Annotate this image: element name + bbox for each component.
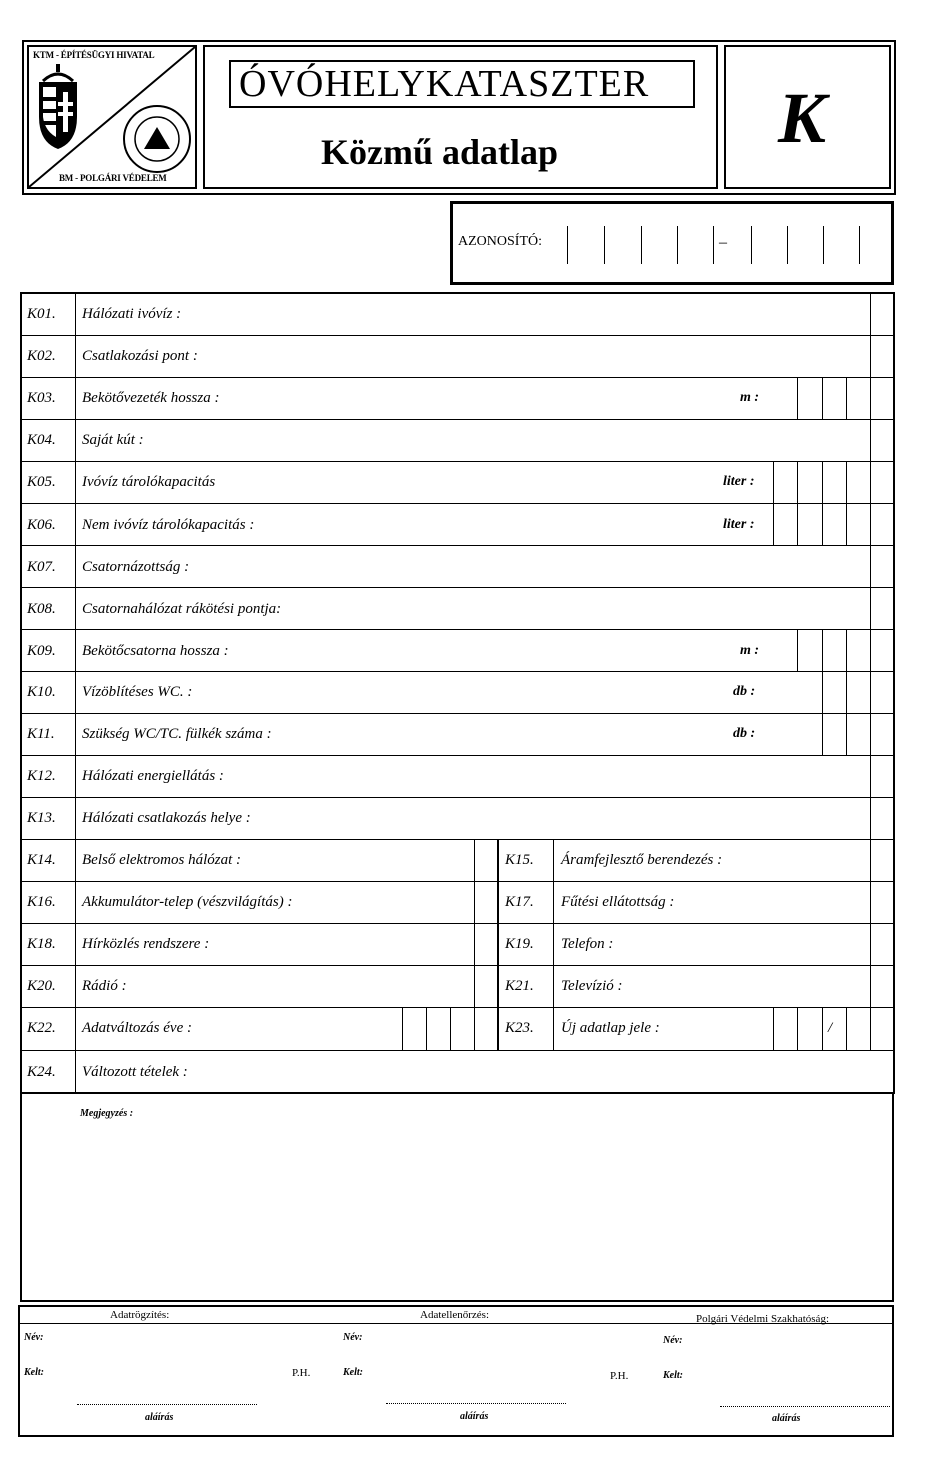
footer-ph-2: P.H.	[610, 1370, 629, 1382]
row-code: K11.	[27, 726, 55, 742]
row-label[interactable]: Televízió :	[561, 978, 623, 994]
row-code: K04.	[27, 432, 56, 448]
row-code: K17.	[505, 894, 534, 910]
row-unit: liter :	[723, 474, 755, 489]
row-unit: m :	[740, 643, 760, 658]
footer-kelt-3: Kelt:	[663, 1370, 683, 1381]
logo-box	[27, 45, 197, 189]
form-subtitle: Közmű adatlap	[321, 132, 559, 172]
row-label[interactable]: Akkumulátor-telep (vészvilágítás) :	[82, 894, 293, 910]
row-unit: m :	[740, 390, 760, 405]
signature-label-1: aláírás	[145, 1412, 174, 1423]
row-code: K09.	[27, 643, 56, 659]
footer-nev-1: Név:	[24, 1332, 44, 1343]
footer-col3-title: Polgári Védelmi Szakhatóság:	[696, 1313, 829, 1325]
row-code: K14.	[27, 852, 56, 868]
row-label[interactable]: Hálózati ivóvíz :	[82, 306, 182, 322]
row-code: K18.	[27, 936, 56, 952]
row-unit: liter :	[723, 517, 755, 532]
row-label[interactable]: Fűtési ellátottság :	[561, 894, 675, 910]
footer-nev-2: Név:	[343, 1332, 363, 1343]
footer-kelt-2: Kelt:	[343, 1367, 363, 1378]
row-label[interactable]: Hálózati csatlakozás helye :	[82, 810, 251, 826]
new-sheet-mark: /	[828, 1020, 833, 1036]
footer-box	[18, 1305, 894, 1437]
form-letter: K	[778, 78, 827, 158]
row-code: K22.	[27, 1020, 56, 1036]
row-code: K02.	[27, 348, 56, 364]
row-label[interactable]: Ivóvíz tárolókapacitás	[82, 474, 216, 490]
row-code: K20.	[27, 978, 56, 994]
signature-line-3	[720, 1406, 890, 1407]
row-label[interactable]: Adatváltozás éve :	[82, 1020, 192, 1036]
row-label[interactable]: Csatornázottság :	[82, 559, 190, 575]
row-code: K13.	[27, 810, 56, 826]
footer-col2-title: Adatellenőrzés:	[420, 1309, 490, 1321]
signature-line-2	[386, 1403, 566, 1404]
logo-emblems	[29, 47, 195, 187]
row-code: K03.	[27, 390, 56, 406]
row-label[interactable]: Nem ivóvíz tárolókapacitás :	[82, 517, 255, 533]
footer-ph-1: P.H.	[292, 1367, 311, 1379]
row-code: K01.	[27, 306, 56, 322]
row-code: K08.	[27, 601, 56, 617]
row-code: K15.	[505, 852, 534, 868]
signature-line-1	[77, 1404, 257, 1405]
footer-kelt-1: Kelt:	[24, 1367, 44, 1378]
notes-label: Megjegyzés :	[80, 1108, 134, 1119]
title-box	[203, 45, 718, 189]
row-label[interactable]: Telefon :	[561, 936, 614, 952]
row-label[interactable]: Belső elektromos hálózat :	[82, 852, 242, 868]
row-label[interactable]: Rádió :	[82, 978, 127, 994]
row-code: K23.	[505, 1020, 534, 1036]
form-title: ÓVÓHELYKATASZTER	[239, 63, 650, 105]
footer-col1-title: Adatrögzítés:	[110, 1309, 170, 1321]
row-code: K05.	[27, 474, 56, 490]
row-unit: db :	[733, 684, 756, 699]
row-code: K16.	[27, 894, 56, 910]
coat-of-arms-icon	[39, 64, 77, 149]
row-unit: db :	[733, 726, 756, 741]
row-code: K07.	[27, 559, 56, 575]
row-label[interactable]: Saját kút :	[82, 432, 144, 448]
row-code: K06.	[27, 517, 56, 533]
row-code: K19.	[505, 936, 534, 952]
row-label[interactable]: Vízöblítéses WC. :	[82, 684, 193, 700]
row-label[interactable]: Bekötővezeték hossza :	[82, 390, 220, 406]
footer-nev-3: Név:	[663, 1335, 683, 1346]
letter-box	[724, 45, 891, 189]
id-label: AZONOSÍTÓ:	[458, 234, 542, 249]
row-label[interactable]: Változott tételek :	[82, 1064, 188, 1080]
id-box	[450, 201, 894, 285]
row-label[interactable]: Áramfejlesztő berendezés :	[561, 852, 723, 868]
logo-top-text: KTM - ÉPÍTÉSÜGYI HIVATAL	[33, 50, 155, 60]
signature-label-2: aláírás	[460, 1411, 489, 1422]
row-label[interactable]: Új adatlap jele :	[561, 1020, 660, 1036]
id-dash: –	[719, 234, 727, 251]
civil-defence-seal-icon	[124, 106, 190, 172]
row-code: K12.	[27, 768, 56, 784]
row-label[interactable]: Szükség WC/TC. fülkék száma :	[82, 726, 272, 742]
row-code: K10.	[27, 684, 56, 700]
logo-bottom-text: BM - POLGÁRI VÉDELEM	[59, 173, 167, 183]
title-frame	[229, 60, 695, 108]
row-label[interactable]: Hírközlés rendszere :	[82, 936, 210, 952]
row-label[interactable]: Hálózati energiellátás :	[82, 768, 224, 784]
row-label[interactable]: Csatlakozási pont :	[82, 348, 198, 364]
signature-label-3: aláírás	[772, 1413, 801, 1424]
row-code: K24.	[27, 1064, 56, 1080]
row-label[interactable]: Bekötőcsatorna hossza :	[82, 643, 229, 659]
row-code: K21.	[505, 978, 534, 994]
notes-box[interactable]	[20, 1092, 894, 1302]
row-label[interactable]: Csatornahálózat rákötési pontja:	[82, 601, 282, 617]
